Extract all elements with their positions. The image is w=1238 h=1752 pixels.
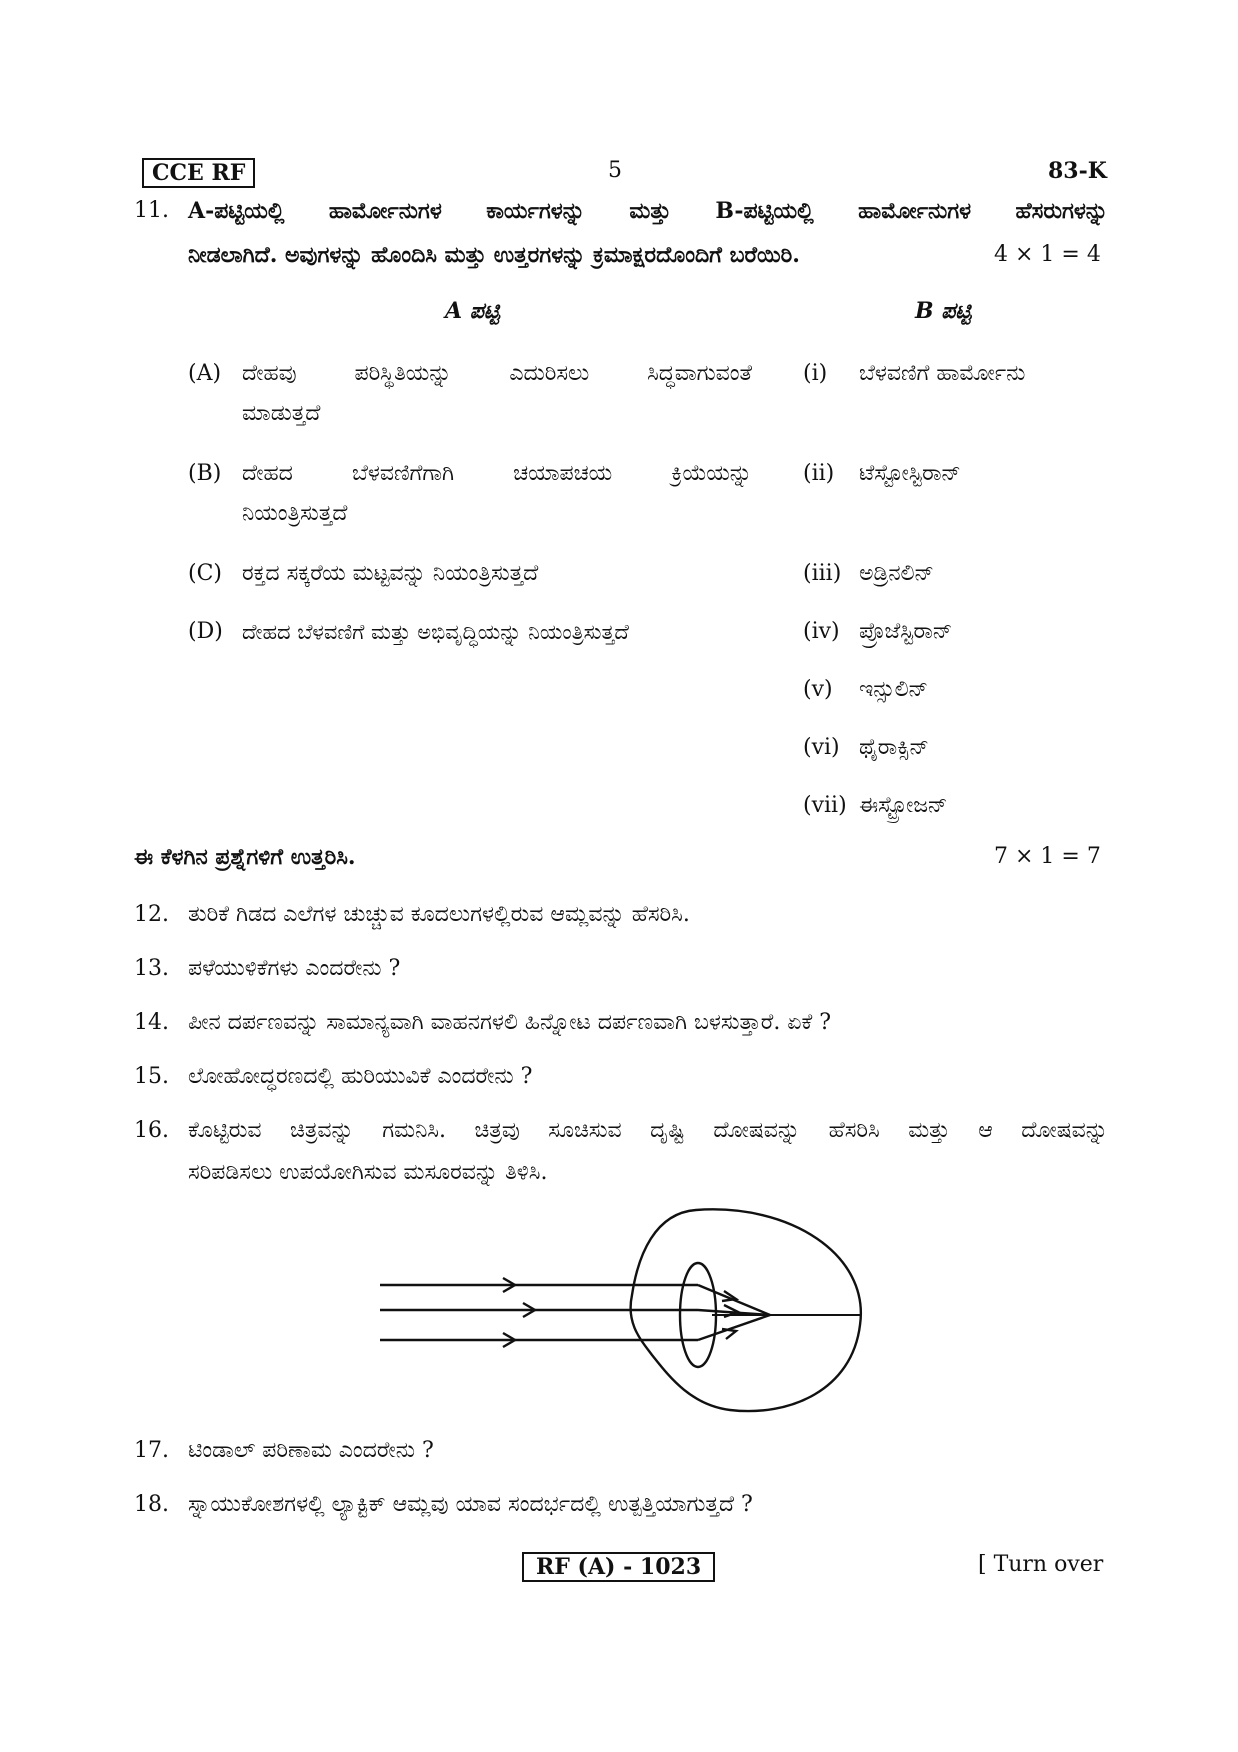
item-text: ಅಡ್ರಿನಲಿನ್ (859, 561, 934, 586)
item-text-cont: ನಿಯಂತ್ರಿಸುತ್ತದೆ (242, 501, 348, 526)
item-text: ದೇಹದ ಬೆಳವಣಿಗೆಗಾಗಿ ಚಯಾಪಚಯ ಕ್ರಿಯೆಯನ್ನು (242, 461, 752, 486)
item-text-cont: ಮಾಡುತ್ತದೆ (242, 401, 321, 426)
item-label: (iii) (803, 561, 842, 586)
question-text-line: ನೀಡಲಾಗಿದೆ. ಅವುಗಳನ್ನು ಹೊಂದಿಸಿ ಮತ್ತು ಉತ್ತರಗಳನ್ನು ಕ್ರಮಾಕ್ಷರದೊಂದಿಗೆ ಬರೆಯಿರಿ. (188, 242, 800, 268)
question-text-line: ಸರಿಪಡಿಸಲು ಉಪಯೋಗಿಸುವ ಮಸೂರವನ್ನು ತಿಳಿಸಿ. (188, 1160, 548, 1185)
item-label: (D) (188, 619, 223, 644)
item-label: (i) (803, 361, 828, 386)
question-text: ಲೋಹೋದ್ಧರಣದಲ್ಲಿ ಹುರಿಯುವಿಕೆ ಎಂದರೇನು ? (188, 1064, 533, 1089)
item-label: (C) (188, 561, 222, 586)
question-number: 18. (134, 1492, 169, 1517)
column-a-title: A ಪಟ್ಟಿ (445, 298, 500, 324)
section-marks: 7 × 1 = 7 (994, 844, 1101, 869)
question-text: ಸ್ನಾಯುಕೋಶಗಳಲ್ಲಿ ಲ್ಯಾಕ್ಟಿಕ್ ಆಮ್ಲವು ಯಾವ ಸಂದರ್ಭದಲ್ಲಿ ಉತ್ಪತ್ತಿಯಾಗುತ್ತದೆ ? (188, 1492, 753, 1517)
column-b-title: B ಪಟ್ಟಿ (915, 298, 972, 324)
item-label: (B) (188, 461, 222, 486)
question-text-line: A-ಪಟ್ಟಿಯಲ್ಲಿ ಹಾರ್ಮೋನುಗಳ ಕಾರ್ಯಗಳನ್ನು ಮತ್ತು B-ಪಟ್ಟಿಯಲ್ಲಿ ಹಾರ್ಮೋನುಗಳ ಹೆಸರುಗಳನ್ನು (188, 198, 1108, 224)
subject-code: 83-K (1048, 158, 1107, 184)
eye-lens (680, 1263, 716, 1367)
paper-code: CCE RF (152, 160, 246, 186)
question-text: ಟಿಂಡಾಲ್ ಪರಿಣಾಮ ಎಂದರೇನು ? (188, 1438, 434, 1463)
item-text: ದೇಹವು ಪರಿಸ್ಥಿತಿಯನ್ನು ಎದುರಿಸಲು ಸಿದ್ಧವಾಗುವಂತೆ (242, 361, 752, 386)
light-rays (380, 1285, 770, 1340)
turn-over-note: [ Turn over (978, 1552, 1104, 1577)
question-number: 15. (134, 1064, 169, 1089)
item-text: ಥೈರಾಕ್ಸಿನ್ (859, 735, 929, 760)
item-text: ಪ್ರೊಜೆಸ್ಟಿರಾನ್ (859, 619, 953, 644)
item-text: ಟೆಸ್ಟೋಸ್ಟಿರಾನ್ (859, 461, 961, 486)
section-instruction: ಈ ಕೆಳಗಿನ ಪ್ರಶ್ನೆಗಳಿಗೆ ಉತ್ತರಿಸಿ. (134, 844, 356, 870)
question-text: ಪೀನ ದರ್ಪಣವನ್ನು ಸಾಮಾನ್ಯವಾಗಿ ವಾಹನಗಳಲಿ ಹಿನ್ನೋಟ ದರ್ಪಣವಾಗಿ ಬಳಸುತ್ತಾರೆ. ಏಕೆ ? (188, 1010, 832, 1035)
question-text: ತುರಿಕೆ ಗಿಡದ ಎಲೆಗಳ ಚುಚ್ಚುವ ಕೂದಲುಗಳಲ್ಲಿರುವ ಆಮ್ಲವನ್ನು ಹೆಸರಿಸಿ. (188, 902, 690, 927)
question-number: 16. (134, 1118, 169, 1143)
eye-diagram (370, 1205, 870, 1420)
page-number: 5 (608, 158, 622, 183)
paper-code-box (142, 158, 255, 188)
question-number: 14. (134, 1010, 169, 1035)
question-text: ಪಳೆಯುಳಿಕೆಗಳು ಎಂದರೇನು ? (188, 956, 401, 981)
question-number: 17. (134, 1438, 169, 1463)
item-text: ದೇಹದ ಬೆಳವಣಿಗೆ ಮತ್ತು ಅಭಿವೃದ್ಧಿಯನ್ನು ನಿಯಂತ್ರಿಸುತ್ತದೆ (242, 620, 629, 644)
question-number: 13. (134, 956, 169, 981)
item-label: (v) (803, 677, 833, 702)
item-label: (vii) (803, 793, 847, 818)
question-number: 11. (134, 198, 169, 223)
question-number: 12. (134, 902, 169, 927)
item-text: ರಕ್ತದ ಸಕ್ಕರೆಯ ಮಟ್ಟವನ್ನು ನಿಯಂತ್ರಿಸುತ್ತದೆ (242, 561, 539, 586)
ray-arrows (503, 1278, 738, 1347)
footer-code: RF (A) - 1023 (536, 1554, 702, 1580)
item-text: ಇನ್ಸುಲಿನ್ (859, 677, 929, 702)
item-text: ಬೆಳವಣಿಗೆ ಹಾರ್ಮೋನು (859, 361, 1026, 386)
item-label: (vi) (803, 735, 840, 760)
item-label: (ii) (803, 461, 835, 486)
footer-code-box (522, 1552, 715, 1582)
marks: 4 × 1 = 4 (994, 242, 1101, 267)
item-text: ಈಸ್ಟ್ರೋಜನ್ (859, 793, 948, 818)
item-label: (A) (188, 361, 222, 386)
item-label: (iv) (803, 619, 840, 644)
question-text-line: ಕೊಟ್ಟಿರುವ ಚಿತ್ರವನ್ನು ಗಮನಿಸಿ. ಚಿತ್ರವು ಸೂಚಿಸುವ ದೃಷ್ಟಿ ದೋಷವನ್ನು ಹೆಸರಿಸಿ ಮತ್ತು ಆ ದೋಷವನ್ನು (188, 1118, 1108, 1143)
